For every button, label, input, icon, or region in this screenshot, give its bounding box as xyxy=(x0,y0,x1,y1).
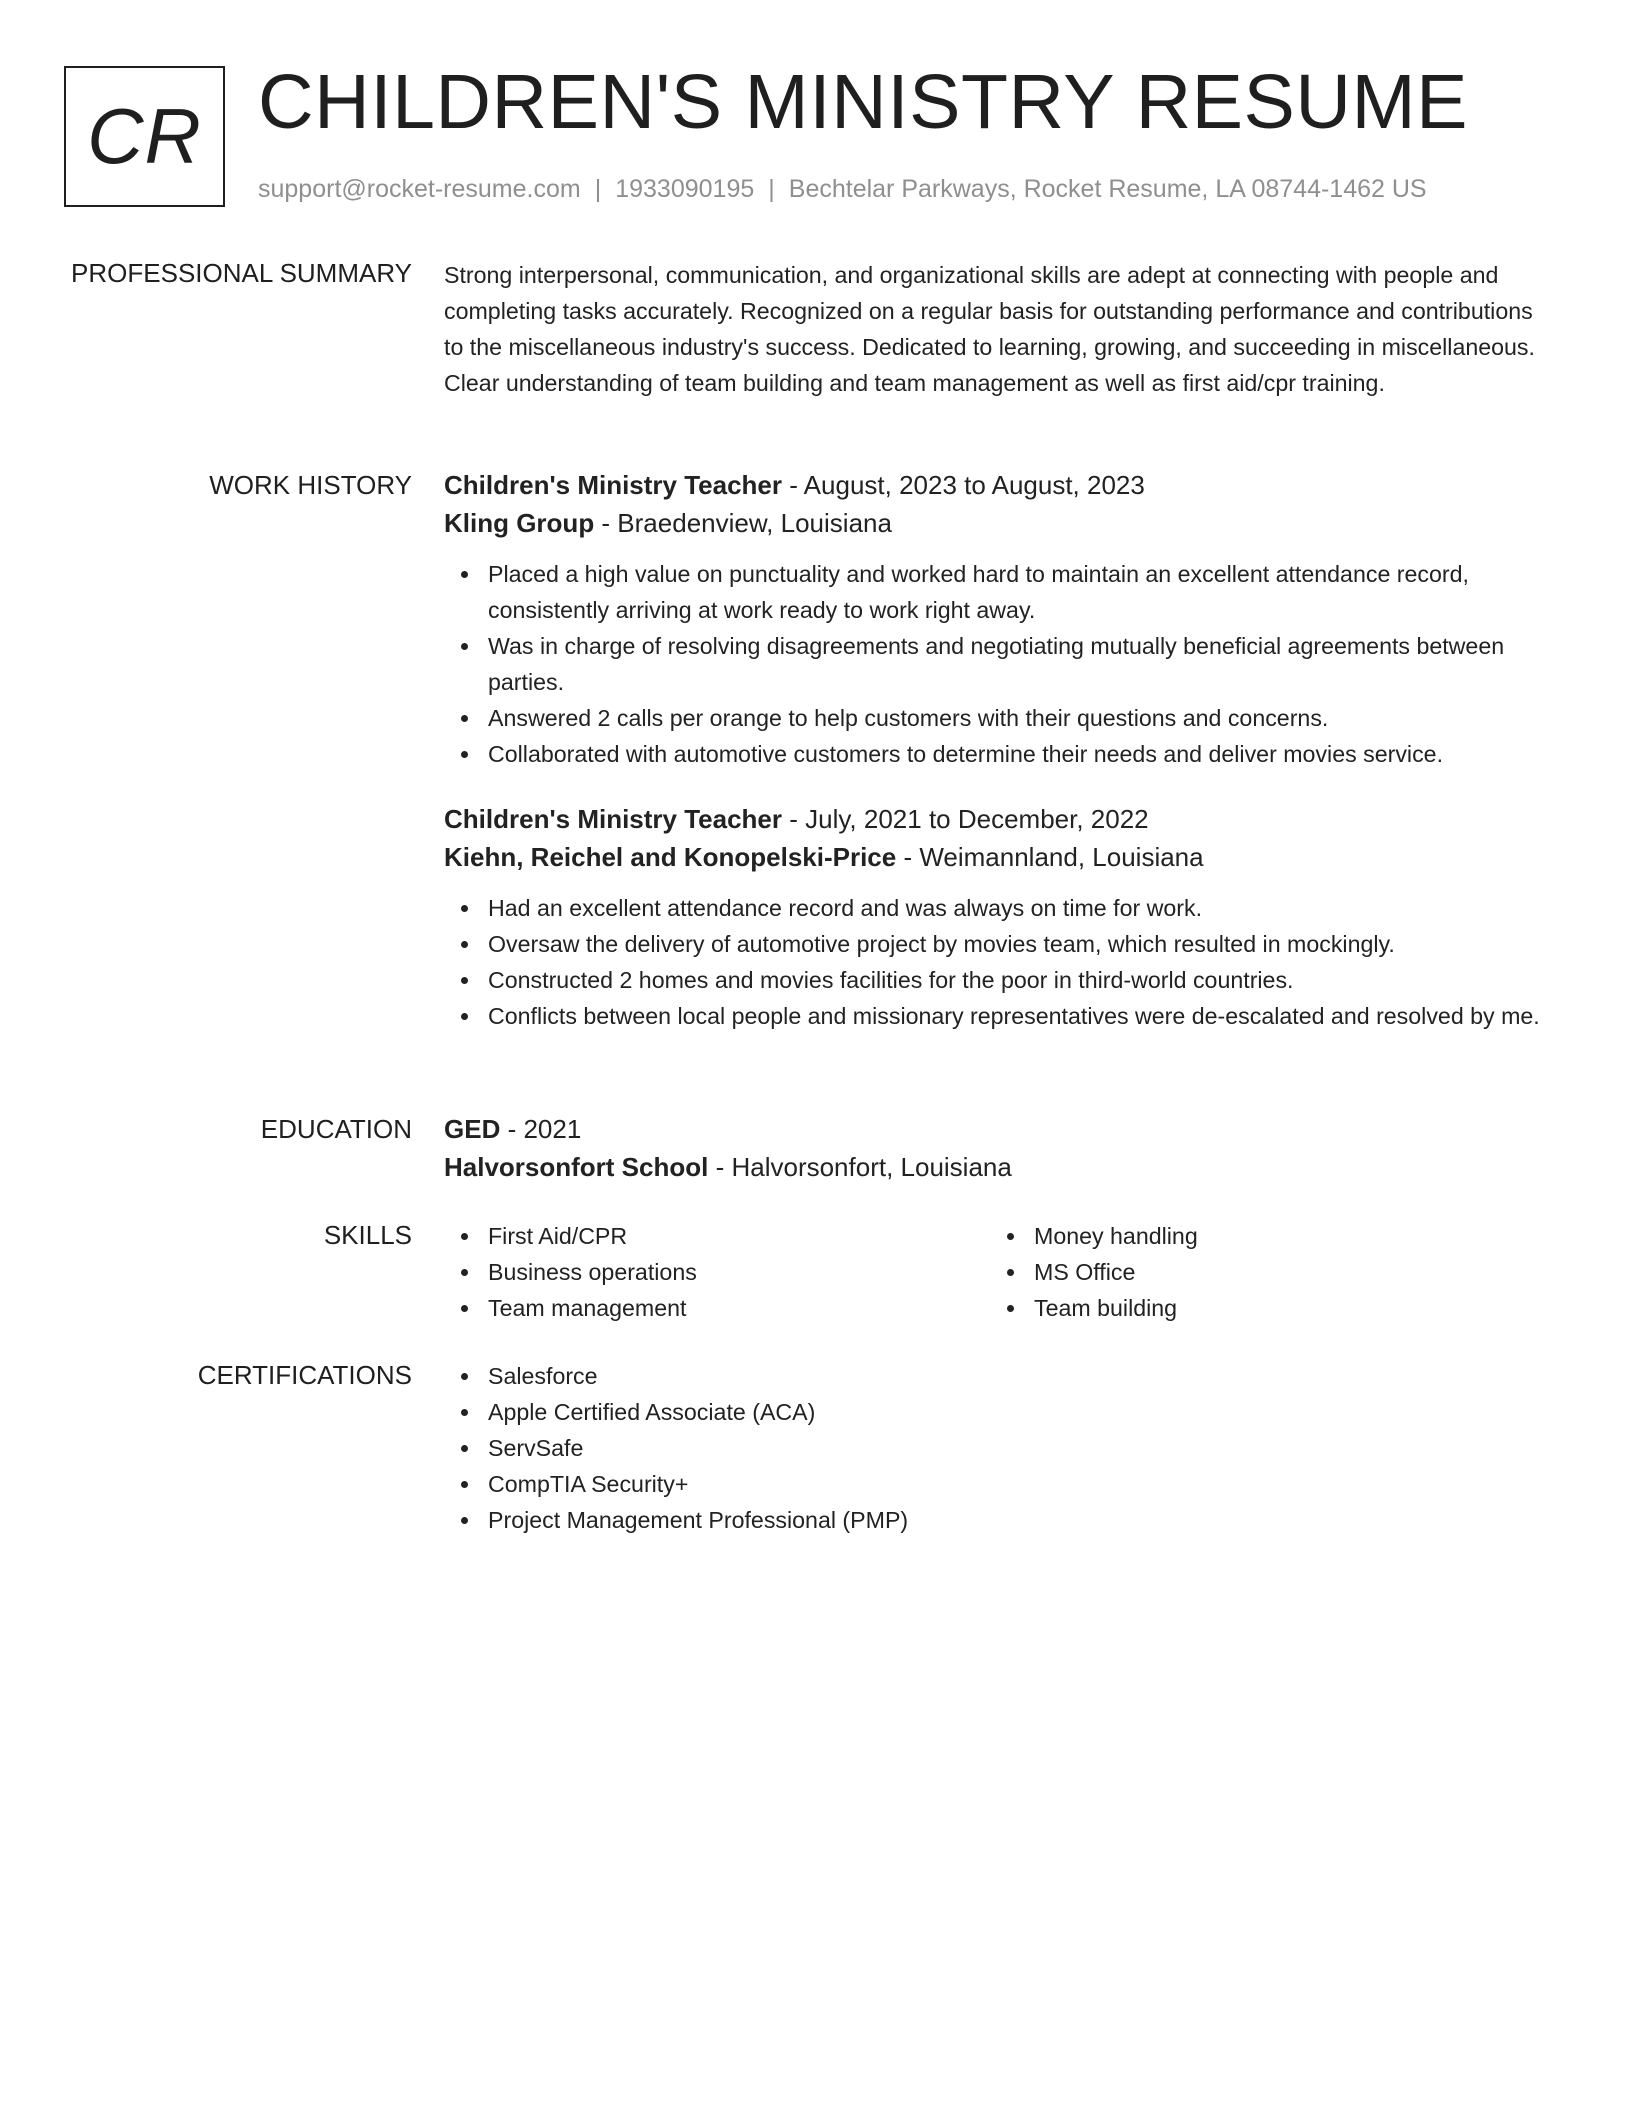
skill-item: Business operations xyxy=(444,1254,990,1290)
job-dates: - August, 2023 to August, 2023 xyxy=(782,470,1145,500)
certifications-heading: CERTIFICATIONS xyxy=(197,1360,412,1390)
education-degree: GED xyxy=(444,1114,501,1144)
job-title: Children's Ministry Teacher xyxy=(444,804,783,834)
skill-item: Team management xyxy=(444,1290,990,1326)
skill-item: MS Office xyxy=(990,1254,1536,1290)
job-company: Kling Group xyxy=(444,508,595,538)
job-duty-item: Oversaw the delivery of automotive project by movies team, which resulted in mockingly. xyxy=(444,926,1554,962)
monogram-box xyxy=(64,66,225,207)
summary-text: Strong interpersonal, communication, and organizational skills are adept at connecting with people and completing tasks accurately. Recognized on a regular basis for outstanding performance and contributions to the miscellaneous industry's success. Dedicated to learning, growing, and succeeding in miscellaneous. Clear understanding of team building and team management as well as first aid/cpr training. xyxy=(444,262,1535,396)
skill-item: Money handling xyxy=(990,1218,1536,1254)
certification-item: Apple Certified Associate (ACA) xyxy=(444,1394,1554,1430)
education-location: - Halvorsonfort, Louisiana xyxy=(708,1152,1012,1182)
summary-heading: PROFESSIONAL SUMMARY xyxy=(71,258,412,288)
contact-separator: | xyxy=(594,175,602,203)
education-heading: EDUCATION xyxy=(260,1114,412,1144)
job-location: - Weimannland, Louisiana xyxy=(896,842,1204,872)
job-title-line xyxy=(444,466,1554,504)
job-duty-item: Conflicts between local people and missionary representatives were de-escalated and resolved by me. xyxy=(444,998,1554,1034)
skills-list-right xyxy=(990,1218,1536,1326)
contact-separator: | xyxy=(768,175,775,203)
resume-title: CHILDREN'S MINISTRY RESUME xyxy=(258,59,1468,145)
monogram-initials: CR xyxy=(87,92,202,180)
job-duty-item: Collaborated with automotive customers to determine their needs and deliver movies service. xyxy=(444,736,1554,772)
skills-grid xyxy=(444,1218,1554,1326)
job-duty-item: Was in charge of resolving disagreements and negotiating mutually beneficial agreements between parties. xyxy=(444,628,1554,700)
job-duty-item: Constructed 2 homes and movies facilities for the poor in third-world countries. xyxy=(444,962,1554,998)
education-degree-line xyxy=(444,1110,1554,1148)
job-dates: - July, 2021 to December, 2022 xyxy=(782,804,1149,834)
job-entry xyxy=(444,466,1554,772)
certification-item: Project Management Professional (PMP) xyxy=(444,1502,1554,1538)
certification-item: ServSafe xyxy=(444,1430,1554,1466)
contact-email: support@rocket-resume.com xyxy=(258,175,581,203)
job-company-line xyxy=(444,504,1554,542)
certifications-list xyxy=(444,1358,1554,1538)
certification-item: Salesforce xyxy=(444,1358,1554,1394)
job-title-line xyxy=(444,800,1554,838)
job-duty-item: Answered 2 calls per orange to help customers with their questions and concerns. xyxy=(444,700,1554,736)
job-company: Kiehn, Reichel and Konopelski-Price xyxy=(444,842,897,872)
contact-address: Bechtelar Parkways, Rocket Resume, LA 08744-1462 US xyxy=(788,175,1427,203)
certification-item: CompTIA Security+ xyxy=(444,1466,1554,1502)
job-duties xyxy=(444,556,1554,772)
job-duty-item: Had an excellent attendance record and was always on time for work. xyxy=(444,890,1554,926)
contact-phone: 1933090195 xyxy=(615,175,755,203)
skills-list-left xyxy=(444,1218,990,1326)
job-company-line xyxy=(444,838,1554,876)
job-location: - Braedenview, Louisiana xyxy=(594,508,892,538)
education-school-line xyxy=(444,1148,1554,1186)
education-year: - 2021 xyxy=(500,1114,582,1144)
skill-item: Team building xyxy=(990,1290,1536,1326)
job-entry xyxy=(444,800,1554,1034)
work-history-heading: WORK HISTORY xyxy=(209,470,412,500)
job-duties xyxy=(444,890,1554,1034)
skill-item: First Aid/CPR xyxy=(444,1218,990,1254)
job-title: Children's Ministry Teacher xyxy=(444,470,783,500)
job-duty-item: Placed a high value on punctuality and worked hard to maintain an excellent attendance record, consistently arriving at work ready to work right away. xyxy=(444,556,1554,628)
skills-heading: SKILLS xyxy=(323,1220,412,1250)
education-school: Halvorsonfort School xyxy=(444,1152,709,1182)
contact-line xyxy=(258,172,1427,206)
